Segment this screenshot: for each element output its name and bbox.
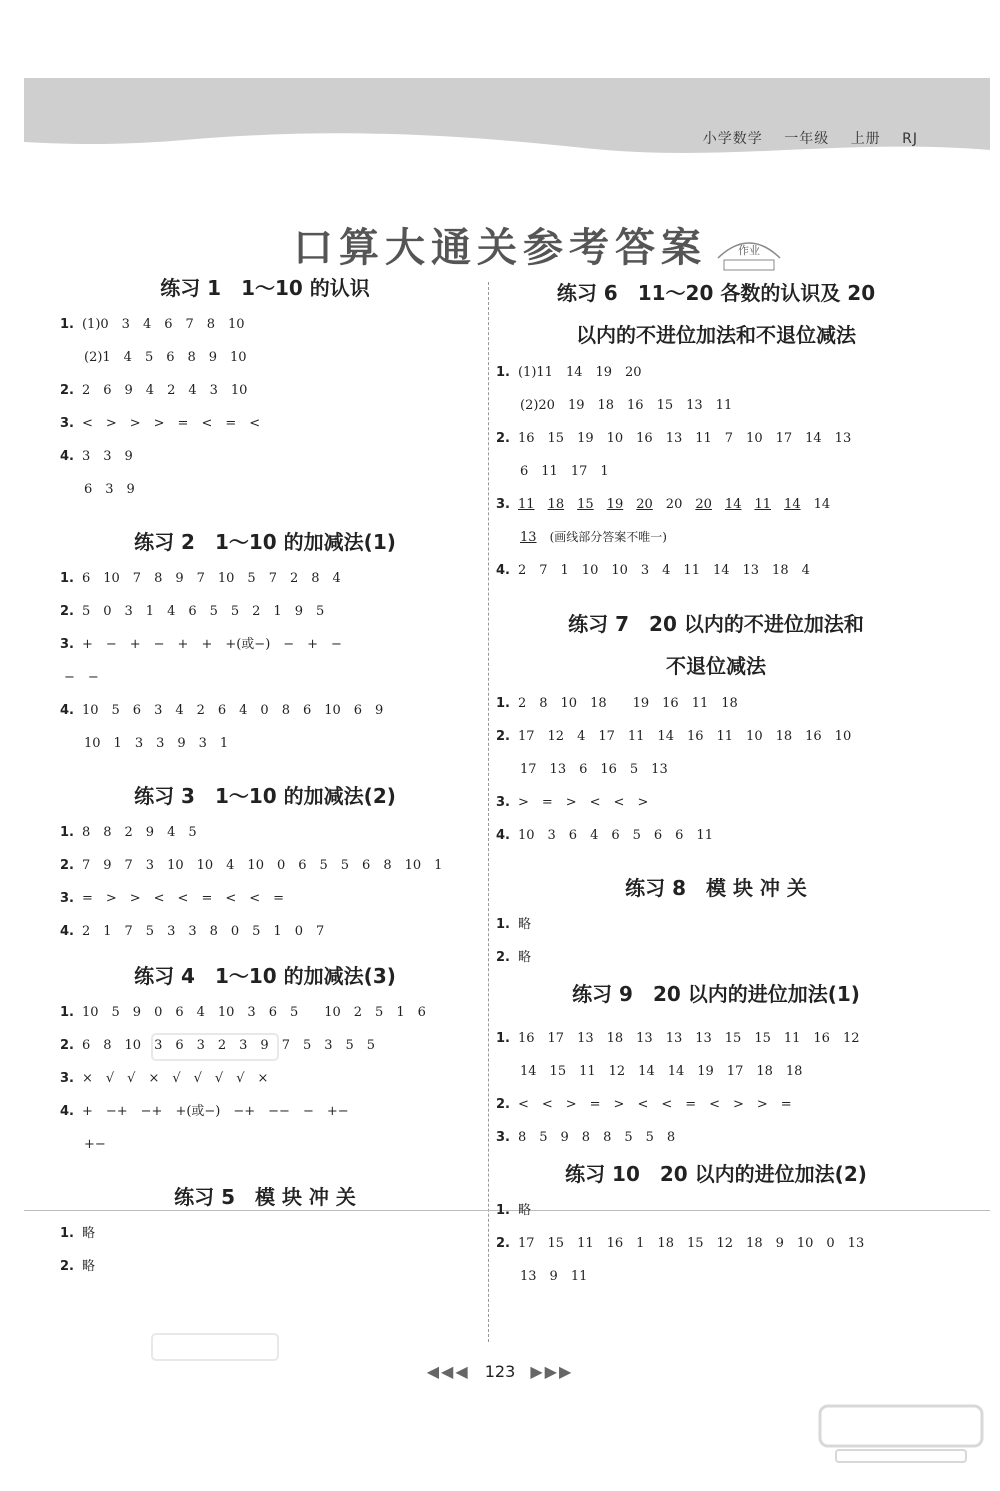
underlined-answer: 19 <box>606 497 624 512</box>
section-title-7: 练习 7 20 以内的不进位加法和 <box>568 612 864 636</box>
answer-line: 4. 2 1 7 5 3 3 8 0 5 1 0 7 <box>60 924 325 939</box>
underlined-answer: 20 <box>636 497 653 512</box>
answer-line: 1. 略 <box>60 1226 95 1241</box>
answer-line: 6 11 17 1 <box>520 464 609 479</box>
answer-line: 1. 略 <box>496 917 531 932</box>
answer-line: 17 13 6 16 5 13 <box>520 762 668 777</box>
answer-line: 3. × √ √ × √ √ √ √ × <box>60 1071 269 1086</box>
answer-line: 4. + −+ −+ +(或−) −+ −− − +− <box>60 1104 349 1119</box>
header-edition: RJ <box>902 131 918 147</box>
header-subject: 小学数学 <box>702 131 763 147</box>
stamp-text: 作业 <box>738 244 760 257</box>
answer-line: 3. 8 5 9 8 8 5 5 8 <box>496 1130 676 1145</box>
answer-line: 2. 7 9 7 3 10 10 4 10 0 6 5 5 6 8 10 1 <box>60 858 443 873</box>
answer-line: 2. < < > = > < < = < > > = <box>496 1097 792 1112</box>
header-term: 上册 <box>850 131 881 147</box>
header-info <box>687 128 918 148</box>
answer-line: 1. 2 8 10 18 19 16 11 18 <box>496 696 738 711</box>
underlined-answer: 15 <box>577 497 594 512</box>
answer-line: 2. 略 <box>496 950 531 965</box>
answer-line: 1. (1)0 3 4 6 7 8 10 <box>60 317 245 332</box>
answer-line: 2. 16 15 19 10 16 13 11 7 10 17 14 13 <box>496 431 852 446</box>
answer-line: 1. 8 8 2 9 4 5 <box>60 825 197 840</box>
underlined-answer: 18 <box>547 497 565 512</box>
answer-line: 2. 17 12 4 17 11 14 16 11 10 18 16 10 <box>496 729 852 744</box>
answer-line: 1. 10 5 9 0 6 4 10 3 6 5 10 2 5 1 6 <box>60 1005 426 1020</box>
answer-line: (2)20 19 18 16 15 13 11 <box>520 398 733 413</box>
left-column <box>60 268 470 1283</box>
section-title-7-cont: 不退位减法 <box>666 654 766 678</box>
answer-line: +− <box>84 1137 106 1152</box>
answer-line: 6 3 9 <box>84 482 135 497</box>
section-title-10: 练习 10 20 以内的进位加法(2) <box>565 1162 867 1186</box>
corner-logo-icon <box>816 1400 986 1474</box>
section-title-1: 练习 1 1～10 的认识 <box>160 276 370 300</box>
answer-line: 3. + − + − + + +(或−) − + − <box>60 637 342 652</box>
prev-arrows-icon: ◀◀◀ <box>426 1362 470 1381</box>
answer-line: 2. 17 15 11 16 1 18 15 12 18 9 10 0 13 <box>496 1236 865 1251</box>
answer-line: 13 9 11 <box>520 1269 588 1284</box>
answer-line: 1. 6 10 7 8 9 7 10 5 7 2 8 4 <box>60 571 341 586</box>
answer-line: 3. = > > < < = < < = <box>60 891 285 906</box>
answer-line: 1. 16 17 13 18 13 13 13 15 15 11 16 12 <box>496 1031 860 1046</box>
column-divider <box>488 282 489 1342</box>
answer-line: 14 15 11 12 14 14 19 17 18 18 <box>520 1064 803 1079</box>
answer-line-underlined: 3. 11 18 15 19 20 20 20 14 11 14 14 <box>496 497 831 512</box>
answer-line: 2. 略 <box>60 1259 95 1274</box>
underlined-answer: 11 <box>517 497 535 512</box>
next-arrows-icon: ▶▶▶ <box>530 1362 574 1381</box>
answer-line: 10 1 3 3 9 3 1 <box>84 736 229 751</box>
answer-line: 4. 3 3 9 <box>60 449 133 464</box>
answer-line: − − <box>64 670 99 685</box>
header-grade: 一年级 <box>784 131 830 147</box>
right-column <box>496 272 936 1293</box>
answer-value: 20 <box>665 497 683 512</box>
page-title: 口算大通关参考答案 <box>293 225 707 271</box>
answer-line: 3. > = > < < > <box>496 795 649 810</box>
answer-line <box>496 521 936 554</box>
underlined-answer: 20 <box>695 497 712 512</box>
underlined-answer: 14 <box>784 497 801 512</box>
underlined-answer: 14 <box>724 497 742 512</box>
underlined-answer: 11 <box>754 497 772 512</box>
answer-line: 4. 10 3 6 4 6 5 6 6 11 <box>496 828 713 843</box>
answer-value: 14 <box>813 497 831 512</box>
page-footer <box>0 1362 1000 1381</box>
section-title-5: 练习 5 模 块 冲 关 <box>174 1185 356 1209</box>
answer-line: 2. 2 6 9 4 2 4 3 10 <box>60 383 248 398</box>
answer-line: 1. 略 <box>496 1203 531 1218</box>
section-title-2: 练习 2 1～10 的加减法(1) <box>134 530 396 554</box>
section-title-6: 练习 6 11～20 各数的认识及 20 <box>556 281 876 305</box>
answer-line: 1. (1)11 14 19 20 <box>496 365 642 380</box>
section-title-8: 练习 8 模 块 冲 关 <box>625 876 807 900</box>
answer-note: (画线部分答案不唯一) <box>549 530 667 544</box>
answer-line: 4. 10 5 6 3 4 2 6 4 0 8 6 10 6 9 <box>60 703 384 718</box>
answer-line: (2)1 4 5 6 8 9 10 <box>84 350 247 365</box>
underlined-answer: 13 <box>520 530 537 545</box>
section-title-3: 练习 3 1～10 的加减法(2) <box>134 784 396 808</box>
answer-line: 4. 2 7 1 10 10 3 4 11 14 13 18 4 <box>496 563 810 578</box>
stamp-logo <box>714 228 784 278</box>
section-title-6-cont: 以内的不进位加法和不退位减法 <box>576 323 856 347</box>
section-title-9: 练习 9 20 以内的进位加法(1) <box>572 982 860 1006</box>
page-number: 123 <box>484 1362 516 1381</box>
answer-line: 2. 6 8 10 3 6 3 2 3 9 7 5 3 5 5 <box>60 1038 376 1053</box>
section-title-4: 练习 4 1～10 的加减法(3) <box>134 964 396 988</box>
answer-line: 2. 5 0 3 1 4 6 5 5 2 1 9 5 <box>60 604 325 619</box>
answer-line: 3. < > > > = < = < <box>60 416 261 431</box>
